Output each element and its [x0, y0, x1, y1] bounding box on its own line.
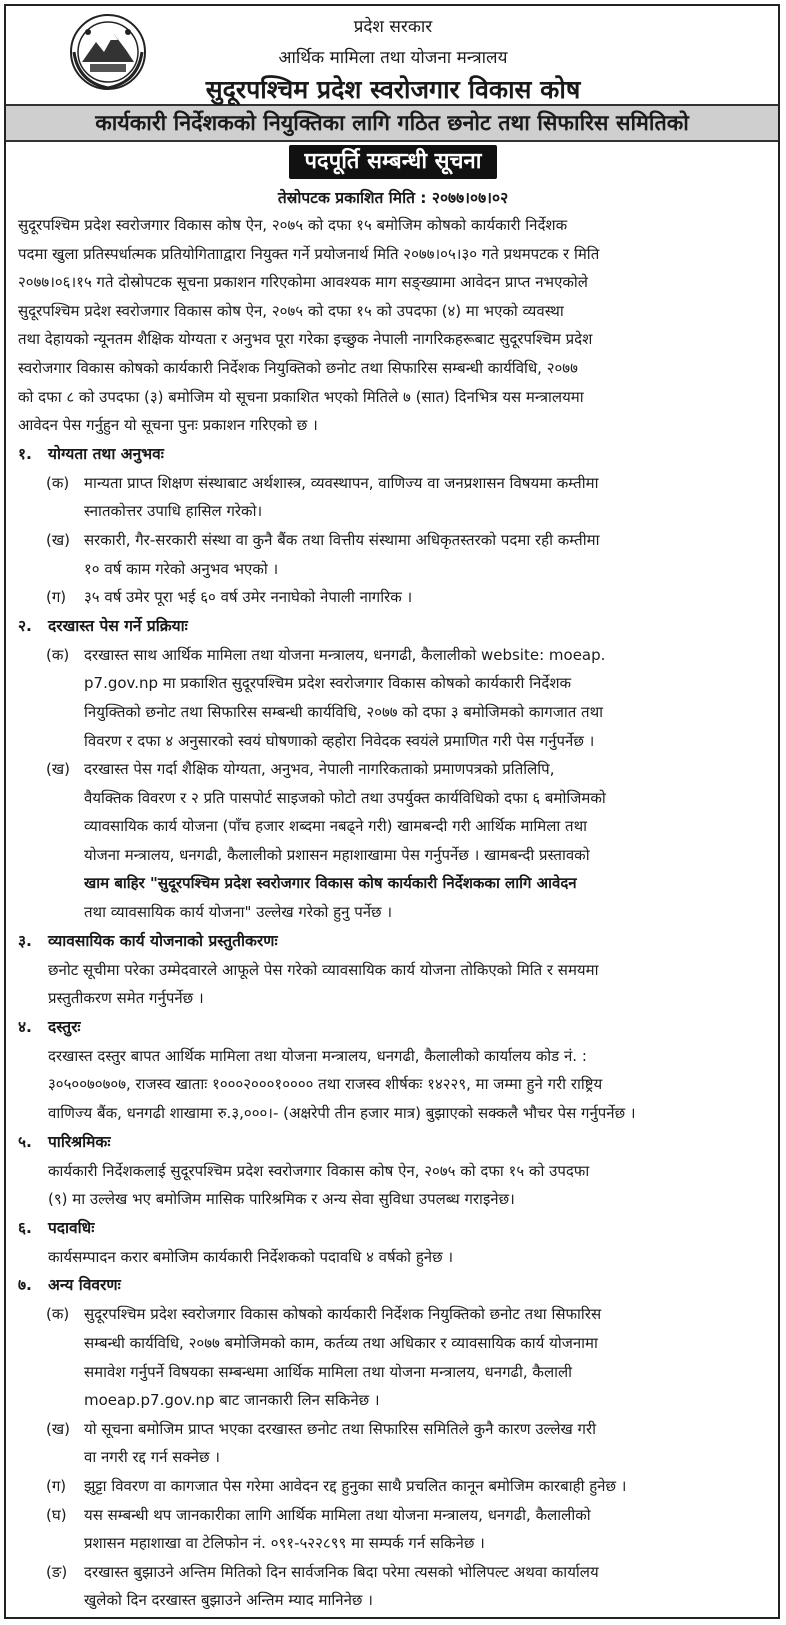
notice-document — [4, 4, 780, 1619]
section-1-title: १. योग्यता तथा अनुभवः — [18, 444, 164, 463]
list-item: (ख) सरकारी, गैर-सरकारी संस्था वा कुनै बैंक तथा वित्तीय संस्थामा अधिकृतस्तरको पदमा रही कम्तीमा १० वर्ष काम गरेको अनुभव भएको । — [46, 530, 600, 578]
section-5-body: कार्यकारी निर्देशकलाई सुदूरपश्चिम प्रदेश स्वरोजगार विकास कोष ऐन, २०७५ को दफा १५ को उपदफा (९) मा उल्लेख भए बमोजिम मासिक पारिश्रमिक र अन्य सेवा सुविधा उपलब्ध गराइनेछ। — [48, 1161, 590, 1209]
section-5-title: ५. पारिश्रमिकः — [18, 1132, 111, 1151]
header-government: प्रदेश सरकार — [353, 17, 433, 37]
section-6-body: कार्यसम्पादन करार बमोजिम कार्यकारी निर्देशकको पदावधि ४ वर्षको हुनेछ । — [48, 1247, 454, 1266]
list-item: (ग) ३५ वर्ष उमेर पूरा भई ६० वर्ष उमेर ननाघेको नेपाली नागरिक । — [46, 588, 413, 607]
section-6-title: ६. पदावधिः — [18, 1218, 95, 1237]
notice-title: पदपूर्ति सम्बन्धी सूचना — [289, 145, 498, 179]
intro-paragraph: सुदूरपश्चिम प्रदेश स्वरोजगार विकास कोष ऐन, २०७५ को दफा १५ बमोजिम कोषको कार्यकारी निर्देशक पदमा खुला प्रतिस्पर्धात्मक प्रतियोगितााद्वारा नियुक्त गर्ने प्रयोजनार्थ मिति २०७७।०५।३० गते प्रथमपटक र मिति २०७७।०६।१५ गते दोस्रोपटक सूचना प्रकाशन गरिएकोमा आवश्यक माग सङ्ख्यामा आवेदन प्राप्त नभएकोले सुदूरपश्चिम प्रदेश स्वरोजगार विकास कोष ऐन, २०७५ को दफा १५ को उपदफा (४) मा भएको व्यवस्था तथा देहायको न्यूनतम शैक्षिक योग्यता र अनुभव पूरा गरेका इच्छुक नेपाली नागरिकहरूबाट सुदूरपश्चिम प्रदेश स्वरोजगार विकास कोषको कार्यकारी निर्देशक नियुक्तिको छनोट तथा सिफारिस सम्बन्धी कार्यविधि, २०७७ को दफा ८ को उपदफा (३) बमोजिम यो सूचना प्रकाशित भएको मितिले ७ (सात) दिनभित्र यस मन्त्रालयमा आवेदन पेस गर्नुहुन यो सूचना पुनः प्रकाशन गरिएको छ । — [18, 216, 600, 435]
list-item: (ख) यो सूचना बमोजिम प्राप्त भएका दरखास्त छनोट तथा सिफारिस समितिले कुनै कारण उल्लेख गरी वा नगरी रद्द गर्न सक्नेछ । — [46, 1419, 596, 1467]
list-item: (ख) दरखास्त पेस गर्दा शैक्षिक योग्यता, अनुभव, नेपाली नागरिकताको प्रमाणपत्रको प्रतिलिपि, वैयक्तिक विवरण र २ प्रति पासपोर्ट साइजको फोटो तथा उपर्युक्त कार्यविधिको दफा ६ बमोजिमको व्यावसायिक कार्य योजना (पाँच हजार शब्दमा नबढ्ने गरी) खामबन्दी गरी आर्थिक मामिला तथा योजना मन्त्रालय, धनगढी, कैलालीको प्रशासन महाशाखामा पेस गर्नुपर्नेछ । खामबन्दी प्रस्तावको खाम बाहिर "सुदूरपश्चिम प्रदेश स्वरोजगार विकास कोष कार्यकारी निर्देशकका लागि आवेदन तथा व्यावसायिक कार्य योजना" उल्लेख गरेको हुनु पर्नेछ । — [46, 760, 606, 922]
section-4-title: ४. दस्तुरः — [18, 1017, 81, 1036]
section-3-title: ३. व्यावसायिक कार्य योजनाको प्रस्तुतीकरणः — [18, 931, 278, 950]
section-2-title: २. दरखास्त पेस गर्ने प्रक्रियाः — [18, 616, 188, 635]
section-7-title: ७. अन्य विवरणः — [18, 1276, 121, 1295]
list-item: (क) सुदूरपश्चिम प्रदेश स्वरोजगार विकास कोषको कार्यकारी निर्देशक नियुक्तिको छनोट तथा सिफारिस सम्बन्धी कार्यविधि, २०७७ बमोजिमको काम, कर्तव्य तथा अधिकार र व्यावसायिक कार्य योजनामा समावेश गर्नुपर्ने विषयका सम्बन्धमा आर्थिक मामिला तथा योजना मन्त्रालय, धनगढी, कैलाली moeap.p7.gov.np बाट जानकारी लिन सकिनेछ । — [46, 1305, 602, 1410]
committee-banner: कार्यकारी निर्देशकको नियुक्तिका लागि गठित छनोट तथा सिफारिस समितिको — [6, 104, 778, 142]
list-item: (ग) झुट्टा विवरण वा कागजात पेस गरेमा आवेदन रद्द हुनुका साथै प्रचलित कानून बमोजिम कारबाही हुनेछ । — [46, 1476, 627, 1495]
list-item: (क) मान्यता प्राप्त शिक्षण संस्थाबाट अर्थशास्त्र, व्यवस्थापन, वाणिज्य वा जनप्रशासन विषयमा कम्तीमा स्नातकोत्तर उपाधि हासिल गरेको। — [46, 473, 599, 521]
nepal-emblem-icon — [68, 12, 148, 92]
list-item: (ङ) दरखास्त बुझाउने अन्तिम मितिको दिन सार्वजनिक बिदा परेमा त्यसको भोलिपल्ट अथवा कार्यालय खुलेको दिन दरखास्त बुझाउने अन्तिम म्याद मानिनेछ । — [46, 1562, 599, 1610]
publication-date: तेस्रोपटक प्रकाशित मिति : २०७७।०७।०२ — [277, 189, 509, 207]
header-ministry: आर्थिक मामिला तथा योजना मन्त्रालय — [278, 48, 508, 68]
section-4-body: दरखास्त दस्तुर बापत आर्थिक मामिला तथा योजना मन्त्रालय, धनगढी, कैलालीको कार्यालय कोड नं. : ३०५००७०७०७, राजस्व खाताः १०००२०००१०००० तथा राजस्व शीर्षकः १४२२९, मा जम्मा हुने गरी राष्ट्रिय वाणिज्य बैंक, धनगढी शाखामा रु.३,०००।- (अक्षरेपी तीन हजार मात्र) बुझाएको सक्कलै भौचर पेस गर्नुपर्नेछ । — [48, 1046, 636, 1123]
section-3-body: छनोट सूचीमा परेका उम्मेदवारले आफूले पेस गरेको व्यावसायिक कार्य योजना तोकिएको मिति र समयमा प्रस्तुतीकरण समेत गर्नुपर्नेछ । — [48, 960, 599, 1008]
header — [18, 6, 768, 102]
header-fund-name: सुदूरपश्चिम प्रदेश स्वरोजगार विकास कोष — [205, 75, 581, 104]
list-item: (घ) यस सम्बन्धी थप जानकारीका लागि आर्थिक मामिला तथा योजना मन्त्रालय, धनगढी, कैलालीको प्रशासन महाशाखा वा टेलिफोन नं. ०९१-५२२८९९ मा सम्पर्क गर्न सकिनेछ । — [46, 1505, 591, 1553]
list-item: (क) दरखास्त साथ आर्थिक मामिला तथा योजना मन्त्रालय, धनगढी, कैलालीको website: moeap. p7.gov.np मा प्रकाशित सुदूरपश्चिम प्रदेश स्वरोजगार विकास कोषको कार्यकारी निर्देशक नियुक्तिको छनोट तथा सिफारिस सम्बन्धी कार्यविधि, २०७७ को दफा ३ बमोजिमको कागजात तथा विवरण र दफा ४ अनुसारको स्वयं घोषणाको व्हहोरा निवेदक स्वयंले प्रमाणित गरी पेस गर्नुपर्नेछ । — [46, 645, 606, 750]
